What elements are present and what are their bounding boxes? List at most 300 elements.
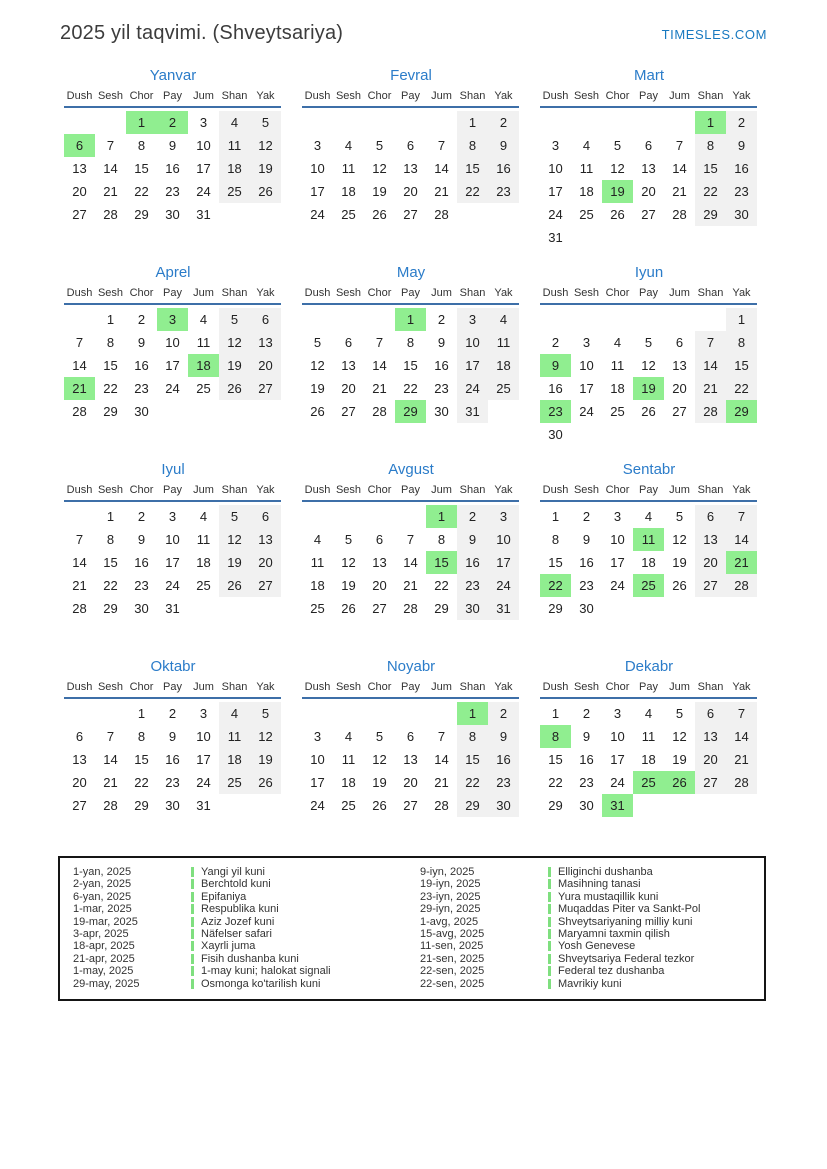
day-cell-empty: [219, 794, 250, 817]
day-cell: 8: [540, 725, 571, 748]
day-cell-empty: [571, 111, 602, 134]
day-cell: 20: [695, 748, 726, 771]
day-cell: 16: [579, 752, 594, 767]
month-table: [540, 90, 757, 249]
day-cell: 9: [582, 532, 591, 547]
day-cell: 12: [372, 752, 387, 767]
day-cell-empty: [664, 597, 695, 620]
day-cell: 21: [103, 775, 118, 790]
day-cell: 12: [219, 528, 250, 551]
day-cell: 6: [695, 505, 726, 528]
day-cell: 26: [219, 574, 250, 597]
weekday-header: Sesh: [333, 484, 364, 501]
day-cell: 4: [344, 729, 353, 744]
weekday-header: Yak: [726, 484, 757, 501]
holiday-marker-icon: [548, 966, 551, 976]
holiday-name: Näfelser safari: [201, 928, 272, 941]
day-cell: 27: [695, 574, 726, 597]
day-cell: 24: [310, 207, 325, 222]
month-title: Yanvar: [149, 67, 197, 84]
day-cell: 4: [219, 111, 250, 134]
legend-item: [412, 928, 764, 940]
day-cell-empty: [695, 226, 726, 249]
day-cell-empty: [540, 111, 571, 134]
legend-col-left: [60, 866, 412, 990]
day-cell: 9: [457, 528, 488, 551]
day-cell: 7: [675, 138, 684, 153]
weekday-header: Sesh: [571, 90, 602, 107]
day-cell: 4: [199, 312, 208, 327]
day-cell: 15: [134, 161, 149, 176]
day-cell: 27: [672, 404, 687, 419]
day-cell: 20: [672, 381, 687, 396]
month-table: [302, 681, 519, 817]
day-cell: 13: [403, 752, 418, 767]
day-cell: 1: [551, 509, 560, 524]
day-cell-empty: [219, 597, 250, 620]
day-cell: 1: [126, 111, 157, 134]
weekday-header: Pay: [395, 90, 426, 107]
weekday-header: Dush: [540, 287, 571, 304]
day-cell: 19: [219, 354, 250, 377]
day-cell: 12: [310, 358, 325, 373]
day-cell: 2: [488, 702, 519, 725]
day-cell: 5: [313, 335, 322, 350]
day-cell: 4: [313, 532, 322, 547]
month-aprel: [64, 264, 282, 447]
holiday-marker-icon: [548, 954, 551, 964]
day-cell-empty: [664, 308, 695, 331]
holiday-name: 1-may kuni; halokat signali: [201, 965, 331, 978]
weekday-header: Jum: [426, 287, 457, 304]
day-cell: 16: [134, 358, 149, 373]
day-cell: 28: [403, 601, 418, 616]
day-cell: 11: [341, 161, 356, 176]
weekday-header: Chor: [364, 484, 395, 501]
weekday-header: Jum: [188, 681, 219, 698]
day-cell: 4: [582, 138, 591, 153]
day-cell: 14: [103, 161, 118, 176]
day-cell: 22: [540, 574, 571, 597]
month-may: [302, 264, 520, 447]
day-cell: 11: [610, 358, 625, 373]
day-cell: 18: [188, 354, 219, 377]
day-cell: 2: [157, 111, 188, 134]
day-cell: 10: [196, 138, 211, 153]
day-cell: 25: [196, 381, 211, 396]
day-cell: 8: [137, 138, 146, 153]
day-cell: 11: [633, 528, 664, 551]
day-cell: 27: [72, 207, 87, 222]
day-cell: 12: [672, 532, 687, 547]
day-cell-empty: [695, 597, 726, 620]
day-cell-empty: [157, 400, 188, 423]
weekday-header: Chor: [602, 681, 633, 698]
day-cell: 19: [250, 748, 281, 771]
day-cell: 13: [72, 752, 87, 767]
day-cell: 4: [219, 702, 250, 725]
day-cell: 22: [403, 381, 418, 396]
day-cell: 28: [103, 798, 118, 813]
legend-item: [412, 878, 764, 890]
day-cell: 31: [548, 230, 563, 245]
day-cell: 8: [457, 725, 488, 748]
holiday-date: 1-yan, 2025: [73, 866, 132, 878]
holiday-marker-icon: [191, 941, 194, 951]
day-cell: 28: [72, 404, 87, 419]
day-cell: 20: [372, 578, 387, 593]
day-cell: 7: [375, 335, 384, 350]
day-cell: 26: [372, 798, 387, 813]
day-cell-empty: [364, 308, 395, 331]
day-cell: 15: [457, 748, 488, 771]
day-cell-empty: [188, 597, 219, 620]
day-cell: 14: [72, 358, 87, 373]
day-cell: 21: [403, 578, 418, 593]
weekday-header: Shan: [457, 681, 488, 698]
day-cell: 31: [165, 601, 180, 616]
day-cell-empty: [633, 111, 664, 134]
day-cell: 28: [72, 601, 87, 616]
day-cell: 23: [134, 381, 149, 396]
month-title: Iyul: [161, 461, 185, 478]
day-cell: 27: [250, 377, 281, 400]
day-cell-empty: [302, 505, 333, 528]
day-cell: 12: [672, 729, 687, 744]
day-cell: 5: [675, 706, 684, 721]
day-cell: 20: [641, 184, 656, 199]
month-table: [540, 287, 757, 446]
day-cell: 14: [726, 725, 757, 748]
month-table: [64, 287, 281, 423]
holiday-name: Fisih dushanba kuni: [201, 952, 299, 965]
day-cell: 16: [488, 157, 519, 180]
day-cell: 10: [610, 729, 625, 744]
weekday-header: Shan: [695, 484, 726, 501]
weekday-header: Jum: [188, 484, 219, 501]
page-title: 2025 yil taqvimi. (Shveytsariya): [60, 22, 344, 44]
day-cell: 6: [406, 729, 415, 744]
holiday-name: Maryamni taxmin qilish: [558, 928, 670, 941]
day-cell: 26: [664, 771, 695, 794]
month-table: [64, 90, 281, 226]
weekday-header: Sesh: [333, 90, 364, 107]
holiday-date: 19-mar, 2025: [73, 915, 138, 928]
day-cell: 9: [488, 134, 519, 157]
weekday-header: Yak: [726, 681, 757, 698]
holiday-date: 21-sen, 2025: [420, 952, 485, 965]
day-cell: 17: [548, 184, 563, 199]
day-cell-empty: [426, 702, 457, 725]
day-cell: 20: [695, 551, 726, 574]
holiday-name: Epifaniya: [201, 890, 247, 903]
day-cell: 28: [726, 574, 757, 597]
weekday-header: Pay: [633, 90, 664, 107]
month-title: Oktabr: [150, 658, 196, 675]
day-cell-empty: [602, 111, 633, 134]
day-cell: 19: [372, 184, 387, 199]
weekday-header: Chor: [126, 484, 157, 501]
day-cell: 25: [341, 798, 356, 813]
day-cell: 22: [726, 377, 757, 400]
day-cell-empty: [95, 702, 126, 725]
legend-item: [60, 978, 412, 990]
month-oktabr: [64, 658, 282, 841]
weekday-header: Yak: [488, 681, 519, 698]
day-cell-empty: [726, 423, 757, 446]
day-cell: 14: [434, 752, 449, 767]
day-cell-empty: [333, 505, 364, 528]
day-cell: 6: [375, 532, 384, 547]
holiday-marker-icon: [548, 941, 551, 951]
day-cell-empty: [602, 597, 633, 620]
month-sentabr: [540, 461, 758, 644]
weekday-header: Pay: [157, 484, 188, 501]
holiday-date: 1-may, 2025: [73, 965, 134, 978]
weekday-header: Dush: [540, 681, 571, 698]
day-cell: 30: [134, 601, 149, 616]
day-cell: 6: [695, 702, 726, 725]
day-cell: 11: [341, 752, 356, 767]
day-cell: 20: [72, 184, 87, 199]
day-cell-empty: [364, 702, 395, 725]
day-cell: 10: [310, 161, 325, 176]
holiday-name: Elliginchi dushanba: [558, 866, 653, 878]
day-cell: 19: [219, 551, 250, 574]
legend-item: [60, 878, 412, 890]
day-cell: 23: [434, 381, 449, 396]
day-cell-empty: [602, 308, 633, 331]
day-cell: 31: [196, 207, 211, 222]
day-cell: 26: [341, 601, 356, 616]
holiday-name: Xayrli juma: [201, 940, 256, 953]
day-cell: 24: [196, 775, 211, 790]
weekday-header: Shan: [457, 484, 488, 501]
day-cell: 6: [75, 729, 84, 744]
legend-item: [60, 940, 412, 952]
day-cell: 13: [695, 725, 726, 748]
day-cell: 2: [582, 706, 591, 721]
month-iyun: [540, 264, 758, 447]
weekday-header: Pay: [395, 681, 426, 698]
day-cell: 15: [695, 157, 726, 180]
day-cell: 12: [250, 725, 281, 748]
day-cell: 22: [103, 578, 118, 593]
day-cell: 8: [406, 335, 415, 350]
day-cell: 9: [437, 335, 446, 350]
holiday-date: 21-apr, 2025: [73, 952, 135, 965]
holiday-name: Yosh Genevese: [558, 940, 636, 953]
day-cell: 13: [341, 358, 356, 373]
weekday-header: Sesh: [95, 484, 126, 501]
weekday-header: Shan: [219, 90, 250, 107]
legend-item: [60, 903, 412, 915]
day-cell: 21: [695, 377, 726, 400]
day-cell-empty: [488, 400, 519, 423]
holiday-marker-icon: [548, 979, 551, 989]
day-cell: 18: [341, 184, 356, 199]
day-cell: 28: [695, 400, 726, 423]
holiday-marker-icon: [548, 879, 551, 889]
day-cell: 6: [644, 138, 653, 153]
day-cell: 27: [250, 574, 281, 597]
day-cell: 20: [341, 381, 356, 396]
day-cell-empty: [250, 400, 281, 423]
day-cell: 1: [457, 702, 488, 725]
day-cell: 9: [726, 134, 757, 157]
day-cell: 6: [406, 138, 415, 153]
weekday-header: Chor: [126, 90, 157, 107]
day-cell: 20: [403, 184, 418, 199]
day-cell: 11: [488, 331, 519, 354]
weekday-header: Jum: [188, 287, 219, 304]
weekday-header: Shan: [219, 681, 250, 698]
day-cell: 15: [726, 354, 757, 377]
day-cell: 7: [726, 702, 757, 725]
day-cell: 4: [488, 308, 519, 331]
day-cell: 16: [165, 752, 180, 767]
day-cell: 18: [219, 157, 250, 180]
day-cell: 13: [695, 528, 726, 551]
day-cell-empty: [540, 308, 571, 331]
month-table: [540, 484, 757, 620]
holiday-date: 3-apr, 2025: [73, 928, 129, 941]
day-cell: 1: [106, 312, 115, 327]
weekday-header: Sesh: [95, 681, 126, 698]
day-cell: 26: [672, 578, 687, 593]
day-cell-empty: [633, 423, 664, 446]
day-cell-empty: [395, 505, 426, 528]
day-cell: 30: [488, 794, 519, 817]
day-cell: 18: [219, 748, 250, 771]
day-cell-empty: [664, 794, 695, 817]
weekday-header: Dush: [64, 90, 95, 107]
holiday-date: 23-iyn, 2025: [420, 890, 481, 903]
day-cell: 12: [219, 331, 250, 354]
weekday-header: Shan: [695, 681, 726, 698]
day-cell: 24: [548, 207, 563, 222]
day-cell: 11: [579, 161, 594, 176]
month-avgust: [302, 461, 520, 644]
day-cell: 10: [310, 752, 325, 767]
site-link[interactable]: TIMESLES.COM: [661, 27, 767, 42]
day-cell: 3: [488, 505, 519, 528]
day-cell: 15: [457, 157, 488, 180]
day-cell: 26: [310, 404, 325, 419]
day-cell: 17: [310, 775, 325, 790]
day-cell: 19: [250, 157, 281, 180]
weekday-header: Pay: [157, 90, 188, 107]
day-cell: 19: [310, 381, 325, 396]
day-cell: 8: [106, 532, 115, 547]
day-cell: 3: [157, 308, 188, 331]
month-fevral: [302, 67, 520, 250]
day-cell: 23: [457, 574, 488, 597]
day-cell: 2: [137, 312, 146, 327]
day-cell: 9: [137, 532, 146, 547]
weekday-header: Sesh: [95, 287, 126, 304]
day-cell: 29: [103, 404, 118, 419]
day-cell: 26: [610, 207, 625, 222]
holiday-name: Aziz Jozef kuni: [201, 915, 275, 928]
legend-item: [60, 953, 412, 965]
month-title: Sentabr: [622, 461, 676, 478]
day-cell: 25: [610, 404, 625, 419]
day-cell: 8: [551, 532, 560, 547]
day-cell: 30: [457, 597, 488, 620]
day-cell: 15: [103, 555, 118, 570]
day-cell: 6: [64, 134, 95, 157]
holiday-date: 19-iyn, 2025: [420, 878, 481, 891]
day-cell-empty: [664, 111, 695, 134]
day-cell: 18: [641, 555, 656, 570]
day-cell: 5: [375, 729, 384, 744]
holiday-name: Federal tez dushanba: [558, 965, 665, 978]
day-cell: 15: [403, 358, 418, 373]
month-mart: [540, 67, 758, 250]
day-cell: 10: [488, 528, 519, 551]
day-cell: 10: [548, 161, 563, 176]
day-cell: 15: [103, 358, 118, 373]
holiday-name: Yangi yil kuni: [201, 866, 265, 878]
day-cell: 9: [488, 725, 519, 748]
day-cell-empty: [219, 400, 250, 423]
weekday-header: Dush: [302, 287, 333, 304]
weekday-header: Chor: [126, 681, 157, 698]
day-cell: 29: [548, 601, 563, 616]
day-cell: 4: [644, 509, 653, 524]
day-cell: 7: [437, 138, 446, 153]
day-cell: 29: [134, 798, 149, 813]
day-cell: 2: [488, 111, 519, 134]
day-cell: 6: [675, 335, 684, 350]
weekday-header: Yak: [250, 484, 281, 501]
holiday-date: 2-yan, 2025: [73, 878, 132, 891]
legend-item: [60, 866, 412, 878]
holiday-marker-icon: [548, 917, 551, 927]
day-cell: 1: [726, 308, 757, 331]
holiday-name: Shveytsariyaning milliy kuni: [558, 915, 693, 928]
holiday-name: Osmonga ko'tarilish kuni: [201, 977, 321, 990]
holiday-marker-icon: [191, 892, 194, 902]
weekday-header: Pay: [633, 484, 664, 501]
day-cell-empty: [633, 597, 664, 620]
day-cell: 7: [75, 335, 84, 350]
weekday-header: Jum: [664, 90, 695, 107]
weekday-header: Yak: [250, 90, 281, 107]
legend-item: [60, 916, 412, 928]
day-cell: 13: [72, 161, 87, 176]
holidays-legend: [58, 856, 766, 1001]
day-cell: 25: [633, 771, 664, 794]
weekday-header: Yak: [488, 287, 519, 304]
day-cell: 10: [579, 358, 594, 373]
weekday-header: Yak: [250, 681, 281, 698]
day-cell-empty: [602, 226, 633, 249]
day-cell: 2: [168, 706, 177, 721]
page-header: [0, 0, 827, 45]
weekday-header: Chor: [602, 90, 633, 107]
day-cell: 15: [548, 555, 563, 570]
day-cell-empty: [426, 111, 457, 134]
day-cell: 23: [540, 400, 571, 423]
day-cell-empty: [302, 702, 333, 725]
day-cell: 11: [196, 532, 211, 547]
day-cell: 1: [551, 706, 560, 721]
holiday-marker-icon: [191, 966, 194, 976]
day-cell: 5: [644, 335, 653, 350]
holiday-date: 29-iyn, 2025: [420, 903, 481, 916]
